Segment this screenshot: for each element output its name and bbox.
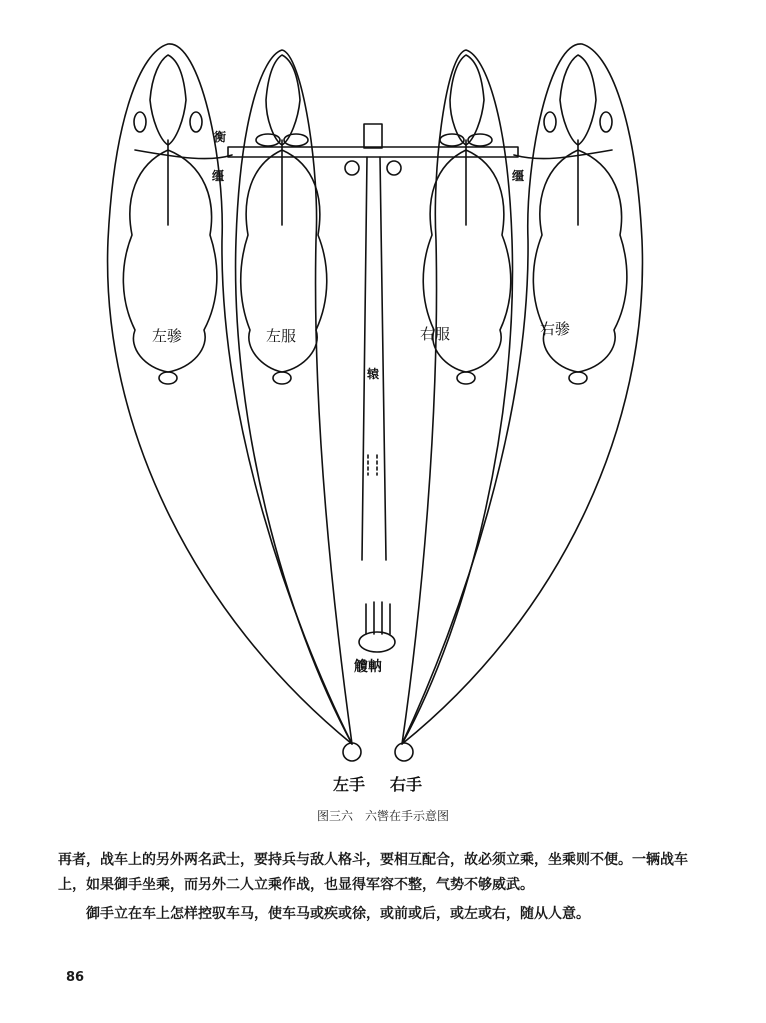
right-hand-label: 右手 xyxy=(390,775,423,794)
page-number: 86 xyxy=(66,970,85,985)
heng-label: 衡 xyxy=(214,130,227,144)
rein-loop-left-outer xyxy=(108,44,352,744)
body-text xyxy=(58,848,698,927)
left-hand-label: 左手 xyxy=(333,775,366,794)
horse-label-left-outer: 左骖 xyxy=(152,327,183,345)
paragraph: 再者，战车上的另外两名武士，要持兵与敌人格斗，要相互配合，故必须立乘，坐乘则不便。一辆战车上，如果御手坐乘，而另外二人立乘作战，也显得军容不整，气势不够威武。 xyxy=(58,852,688,893)
zhuo-na-label: 觼軜 xyxy=(354,659,382,675)
zhuo-na-ring xyxy=(359,602,395,652)
shaft-right xyxy=(380,157,386,560)
figure-caption: 图三六 六辔在手示意图 xyxy=(316,809,449,823)
horse-label-right-inner: 右服 xyxy=(420,325,451,343)
rein-loop-left-inner xyxy=(236,50,352,744)
shaft-left xyxy=(362,157,367,560)
chariot-post xyxy=(364,124,382,148)
rein-label-right: 缰 xyxy=(512,169,525,183)
horse-label-right-outer: 右骖 xyxy=(540,320,571,338)
rein-label-left: 缰 xyxy=(212,169,225,183)
yuan-label: 辕 xyxy=(367,367,380,381)
horse-label-left-inner: 左服 xyxy=(266,327,297,345)
left-hand-circle xyxy=(343,743,361,761)
trace-right xyxy=(514,150,612,159)
right-hand-circle xyxy=(395,743,413,761)
paragraph: 御手立在车上怎样控驭车马，使车马或疾或徐，或前或后，或左或右，随从人意。 xyxy=(86,906,590,922)
